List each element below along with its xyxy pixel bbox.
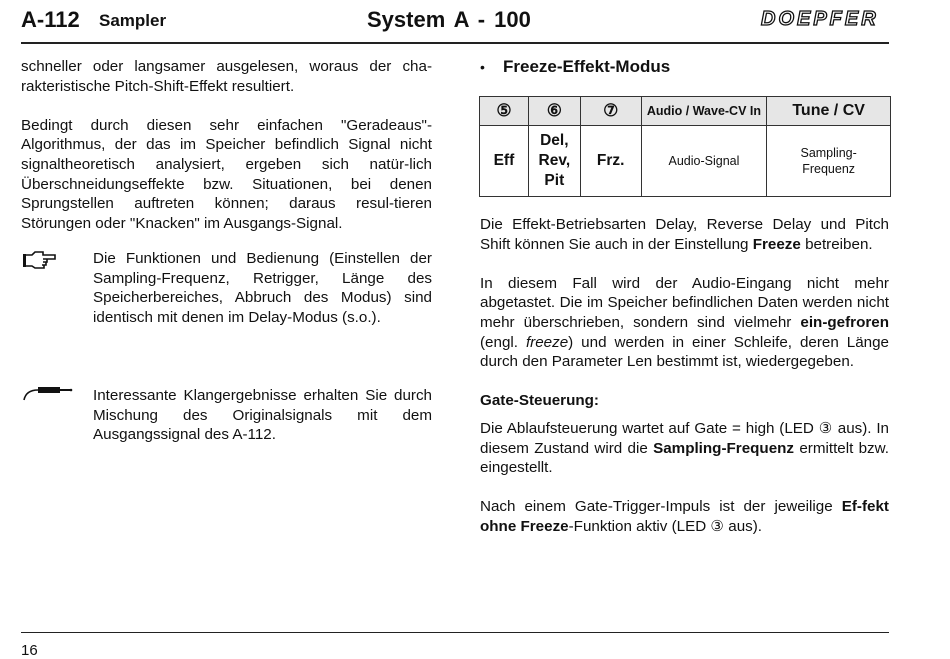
text-run-italic: freeze <box>525 333 569 351</box>
page-number: 16 <box>21 642 38 659</box>
text-run-bold: ein-gefroren <box>800 313 889 331</box>
patch-cable-icon <box>22 384 74 404</box>
header-tune-cv: Tune / CV <box>767 97 891 126</box>
cell-line: Frequenz <box>802 162 856 176</box>
cell-del-rev-pit <box>528 126 580 197</box>
section-heading-freeze: Freeze-Effekt-Modus <box>503 57 671 76</box>
mode-table-header <box>480 97 891 126</box>
gate-heading: Gate-Steuerung: <box>480 392 599 410</box>
right-paragraphs <box>480 215 889 537</box>
doepfer-logo: DOEPFER <box>761 8 879 30</box>
text-run-bold: Ef-fekt ohne Freeze <box>480 498 889 535</box>
footer-divider <box>21 632 889 633</box>
text-run: ermittelt bzw. eingestellt. <box>480 439 890 477</box>
header-led-5: ⑤ <box>480 97 529 126</box>
left-column <box>21 57 432 233</box>
paragraph-gate-wait <box>480 419 889 478</box>
cell-line: Rev, <box>538 152 571 169</box>
pointing-hand-icon <box>23 250 57 272</box>
text-run: -Funktion aktiv (LED ③ aus). <box>568 517 763 535</box>
header-led-7: ⑦ <box>580 97 641 126</box>
cell-audio-signal: Audio-Signal <box>641 126 767 197</box>
cell-line: Sampling- <box>800 146 857 160</box>
text-run: betreiben. <box>800 235 873 253</box>
header-led-6: ⑥ <box>528 97 580 126</box>
paragraph-freeze-modes <box>480 215 889 254</box>
text-run: (engl. <box>480 333 526 351</box>
note-sound-results: Interessante Klangergebnisse erhalten Sie durch Mischung des Originalsignals mit dem Ausgangssignal des A-112. <box>93 387 432 444</box>
text-run: In diesem Fall wird der Audio-Eingang nicht mehr abgetastet. Die im Speicher befindlichen Daten werden nicht mehr überschrieben, sondern sind vielmehr <box>480 274 889 331</box>
module-name: Sampler <box>99 11 167 30</box>
cell-frz: Frz. <box>580 126 641 197</box>
paragraph-audio-input <box>480 274 889 372</box>
table-row <box>480 126 891 197</box>
text-run: Nach einem Gate-Trigger-Impuls ist der jeweilige <box>480 498 842 516</box>
text-run: Die Ablaufsteuerung wartet auf Gate = high (LED ③ aus). In diesem Zustand wird die <box>480 419 889 457</box>
text-run: Die Effekt-Betriebsarten Delay, Reverse Delay und Pitch Shift können Sie auch in der Einstellung <box>480 216 889 253</box>
mode-table <box>479 96 891 197</box>
module-code: A-112 <box>21 7 80 32</box>
paragraph-gate-trigger <box>480 497 889 536</box>
left-paragraph-2: Bedingt durch diesen sehr einfachen "Geradeaus"-Algorithmus, der das im Speicher befindlich Signal nicht signaltheoretisch analysiert, ergeben sich natür-lich Überschneidungseffekte bzw. Situationen, bei denen Sprungstellen auftreten können; daraus resul-tieren Störungen oder "Knacken" im Ausgangs-Signal. <box>21 116 432 232</box>
header-audio-in: Audio / Wave-CV In <box>641 97 767 126</box>
text-run-bold: Freeze <box>752 235 801 253</box>
cell-eff: Eff <box>480 126 529 197</box>
bullet: • <box>480 59 485 75</box>
cell-sampling-frequenz <box>767 126 891 197</box>
text-run: ) und werden in einer Schleife, deren Länge durch den Parameter Len bestimmt ist, wiedergegeben. <box>480 333 889 371</box>
note-functions: Die Funktionen und Bedienung (Einstellen der Sampling-Frequenz, Retrigger, Länge des Speicherbereiches, Abbruch des Modus) sind identisch mit denen im Delay-Modus (s.o.). <box>93 250 432 326</box>
left-paragraph-1: schneller oder langsamer ausgelesen, woraus der cha-rakteristische Pitch-Shift-Effekt resultiert. <box>21 58 432 95</box>
text-run-bold: Sampling-Frequenz <box>653 439 795 457</box>
page-header <box>21 0 889 44</box>
cell-line: Pit <box>544 172 565 189</box>
system-title: System A - 100 <box>367 7 531 32</box>
cell-line: Del, <box>540 132 569 149</box>
